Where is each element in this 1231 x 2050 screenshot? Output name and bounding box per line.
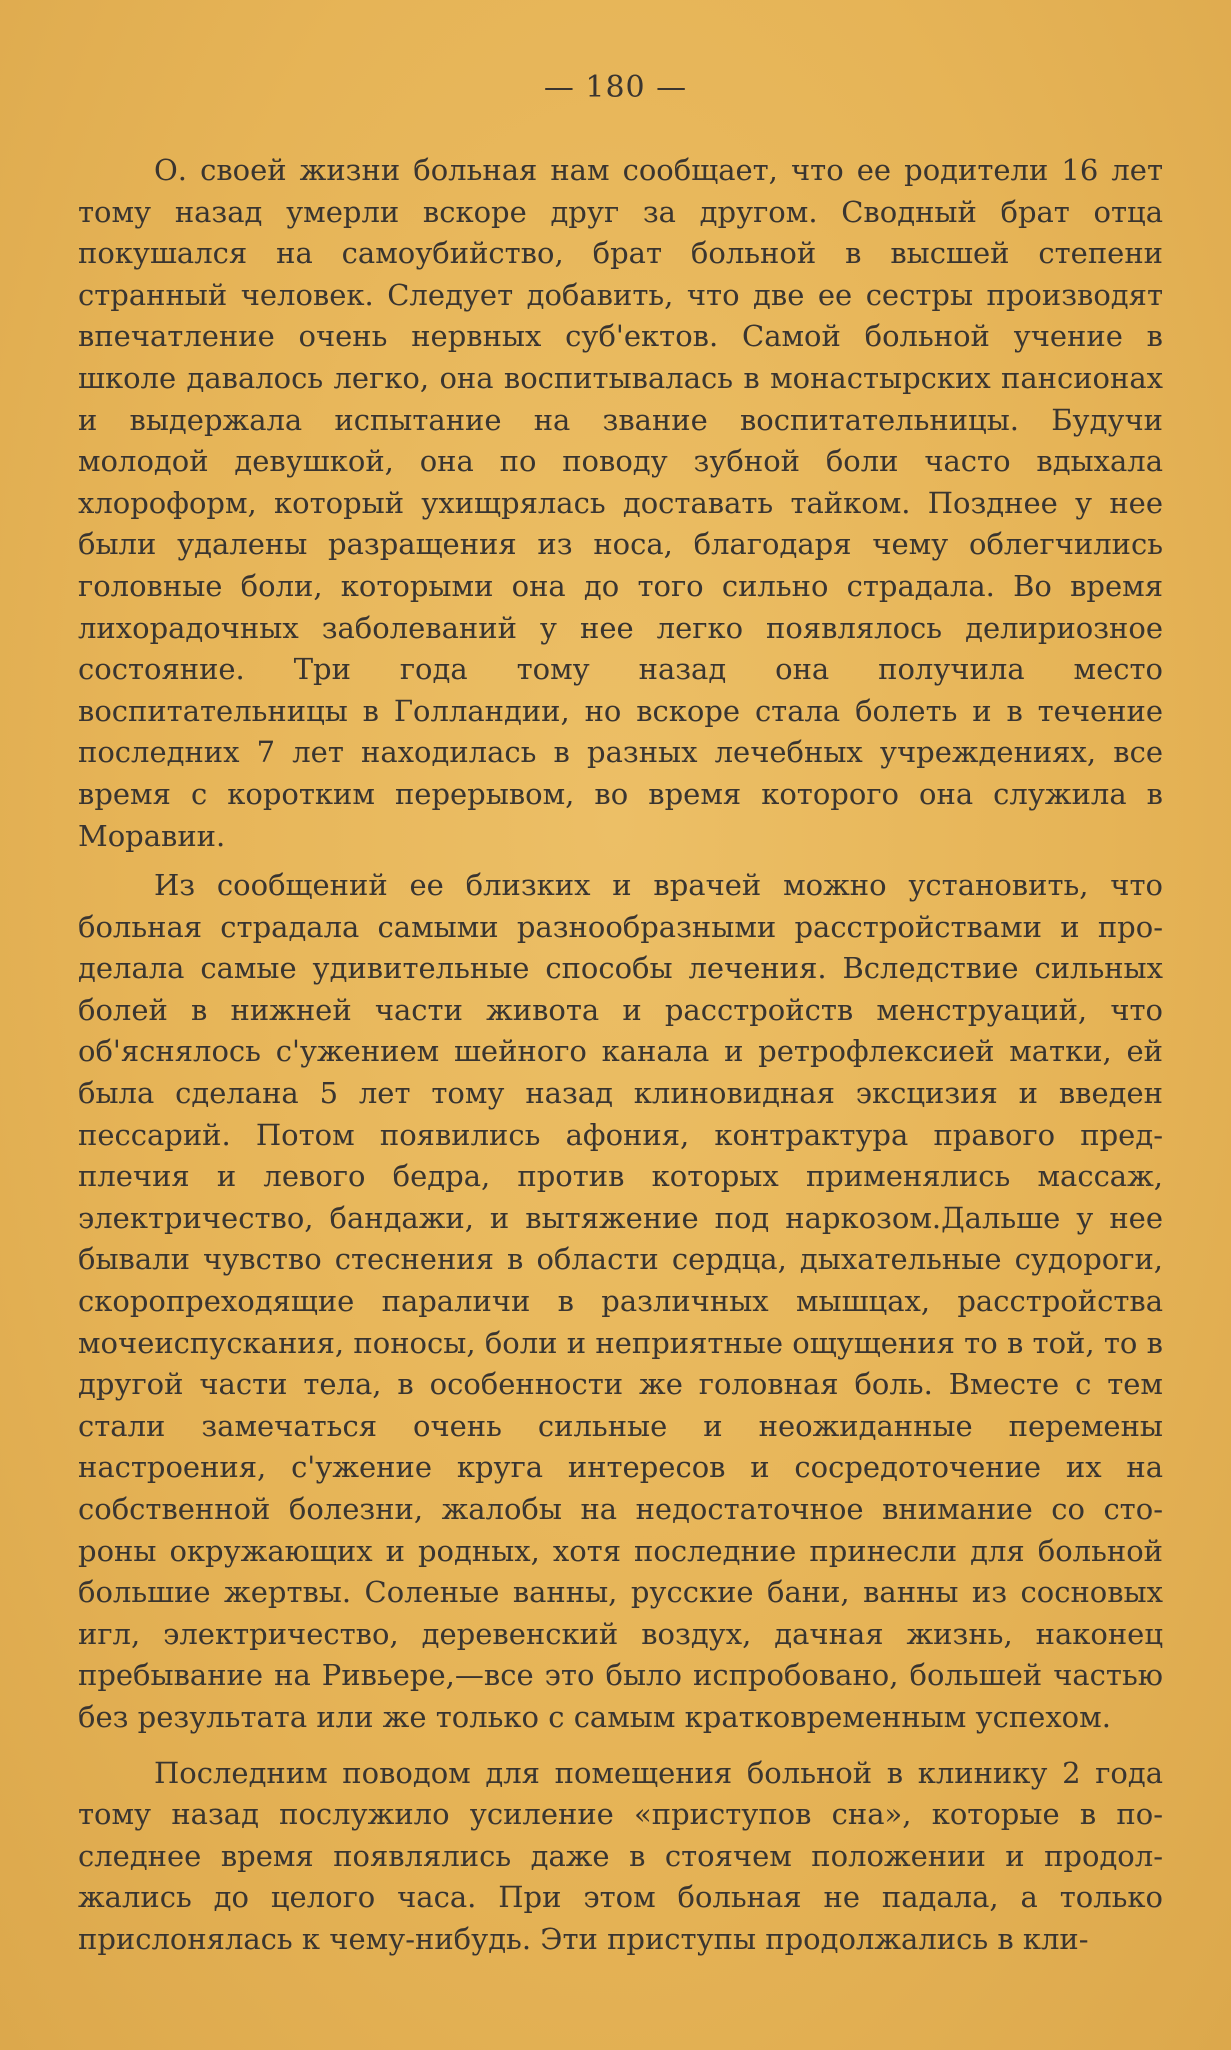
paragraph-3: Последним поводом для помещения больной в клинику 2 года тому назад послужило усиление «приступов сна», которые в последнее время появлялись даже в стоячем положении и продолжались до целого часа. При этом больная не падала, а только прислонялась к чему-нибудь. Эти приступы продолжались в кли- [78, 1755, 1163, 1956]
page-number: — 180 — [543, 70, 688, 105]
paragraph-1: О. своей жизни больная нам сообщает, что ее родители 16 лет тому назад умерли вскоре друг за другом. Сводный брат отца покушался на самоубийство, брат больной в высшей степени странный человек. Следует добавить, что две ее сестры производят впечатление очень нервных суб'ектов. Самой больной учение в школе давалось легко, она воспитывалась в монастырских пансионах и выдержала испытание на звание воспитательницы. Будучи молодой девушкой, она по поводу зубной боли часто вдыхала хлороформ, который ухищрялась доставать тайком. Позднее у нее были удалены разращения из носа, благодаря чему облегчились головные боли, которыми она до того сильно страдала. Во время лихорадочных заболеваний у нее легко появлялось делириозное состояние. Три года тому назад она получила место воспитательницы в Голландии, но вскоре стала болеть и в течение последних 7 лет находилась в разных лечебных учреждениях, все время с коротким перерывом, во время которого она служила в Моравии. [78, 153, 1163, 853]
paragraph-2: Из сообщений ее близких и врачей можно установить, что больная страдала самыми разнообразными расстройствами и проделала самые удивительные способы лечения. Вследствие сильных болей в нижней части живота и расстройств менструаций, что об'яснялось с'ужением шейного канала и ретрофлексией матки, ей была сделана 5 лет тому назад клиновидная эксцизия и введен пессарий. Потом появились афония, контрактура правого предплечия и левого бедра, против которых применялись массаж, электричество, бандажи, и вытяжение под наркозом.Дальше у нее бывали чувство стеснения в области сердца, дыхательные судороги, скоропреходящие параличи в различных мышцах, расстройства мочеиспускания, поносы, боли и неприятные ощущения то в той, то в другой части тела, в особенности же головная боль. Вместе с тем стали замечаться очень сильные и неожиданные перемены настроения, с'ужение круга интересов и сосредоточение их на собственной болезни, жалобы на недостаточное внимание со стороны окружающих и родных, хотя последние принесли для больной большие жертвы. Соленые ванны, русские бани, ванны из сосновых игл, электричество, деревенский воздух, дачная жизнь, наконец пребывание на Ривьере,—все это было испробовано, большей частью без результата или же только с самым кратковременным успехом. [78, 868, 1163, 1734]
body-text [78, 150, 1163, 1969]
